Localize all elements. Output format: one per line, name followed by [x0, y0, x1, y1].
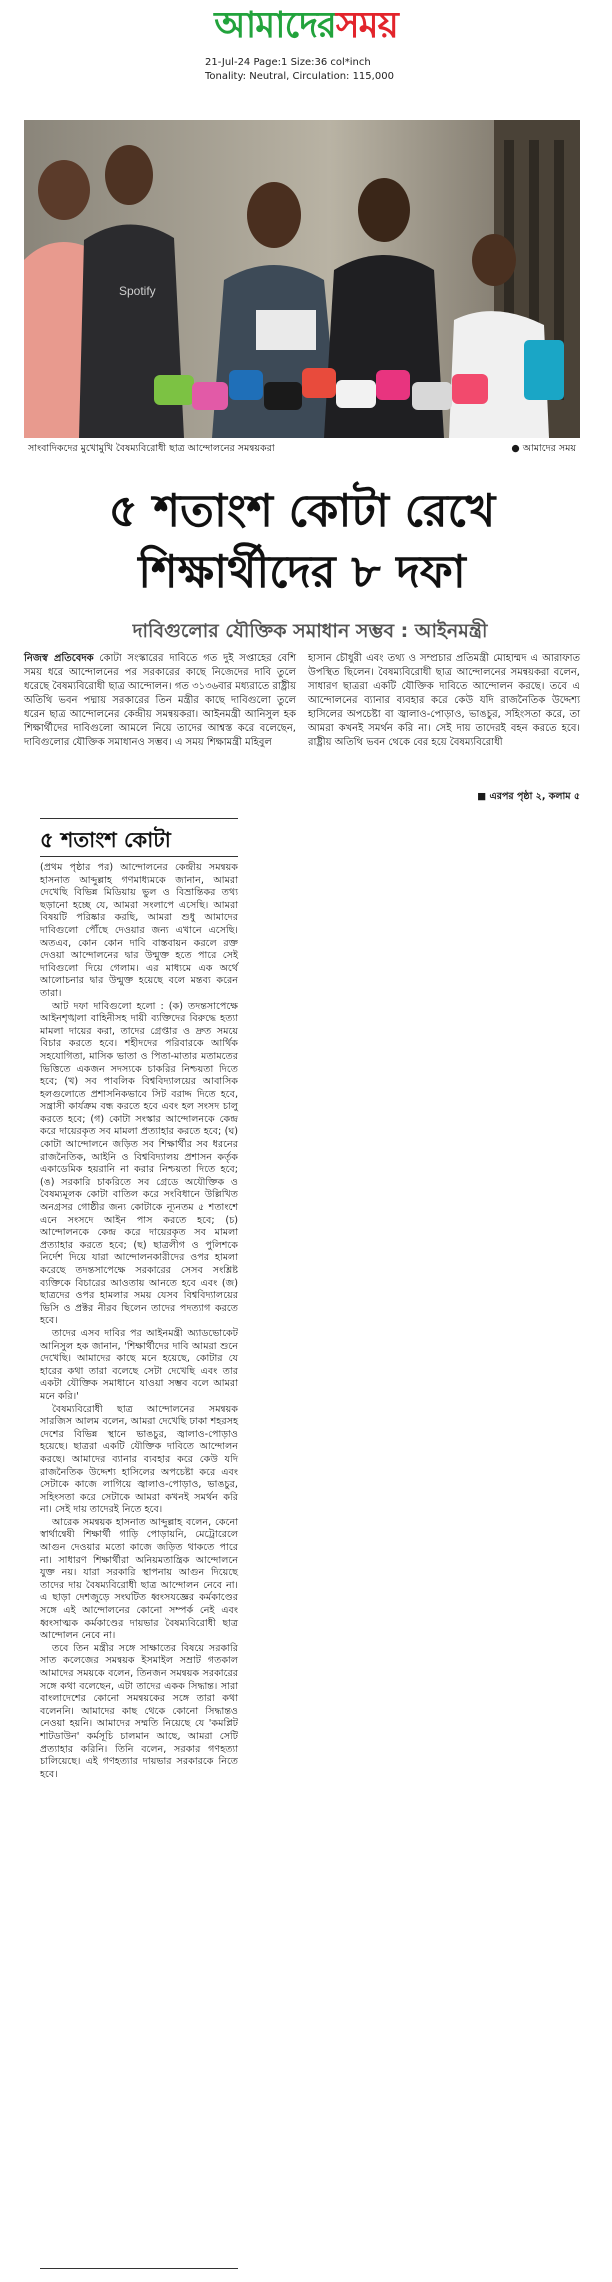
photo-caption: সাংবাদিকদের মুখোমুখি বৈষম্যবিরোধী ছাত্র আন্দোলনের সমন্বয়করা — [28, 443, 275, 454]
subheadline: দাবিগুলোর যৌক্তিক সমাধান সম্ভব : আইনমন্ত্রী — [132, 620, 488, 642]
press-photo-illustration — [24, 120, 580, 438]
photo-credit: ● আমাদের সময় — [511, 443, 576, 454]
box-bottom-rule — [40, 2268, 238, 2269]
clipping-meta-line-2: Tonality: Neutral, Circulation: 115,000 — [205, 71, 394, 82]
clipping-meta-line-1: 21-Jul-24 Page:1 Size:36 col*inch — [205, 57, 371, 68]
press-photo — [24, 120, 580, 438]
svg-text:Spotify: Spotify — [119, 284, 156, 298]
continuation-paragraph: (প্রথম পৃষ্ঠার পর) আন্দোলনের কেন্দ্রীয় সমন্বয়ক হাসনাত আব্দুল্লাহ গণমাধ্যমকে জানান, আমরা দেখেছি বিভিন্ন মিডিয়ায় ভুল ও বিভ্রান্তিকর তথ্য ছড়ানো হচ্ছে যে, আমরা সংলাপে এসেছি। আমরা বিষয়টি পরিষ্কার করছি, আমরা শুধু আমাদের দাবিগুলো পৌঁছে দেওয়ার জন্য এখানে এসেছি। অতএব, কোন কোন দাবি বাস্তবায়ন করলে রক্ত দেওয়া আন্দোলনের দ্বার উন্মুক্ত হতে পারে সেই দাবিগুলো দিয়ে গেলাম। এর মাধ্যমে এক অর্থে আলোচনার দ্বার উন্মুক্ত হয়েছে বলে মন্তব্য করেন তারা। — [40, 862, 238, 999]
byline: নিজস্ব প্রতিবেদক — [24, 653, 94, 664]
newspaper-logo — [214, 4, 398, 46]
jump-reference-text: এরপর পৃষ্ঠা ২, কলাম ৫ — [489, 791, 580, 802]
continuation-paragraph: তাদের এসব দাবির পর আইনমন্ত্রী অ্যাডভোকেট আনিসুল হক জানান, 'শিক্ষার্থীদের দাবি আমরা শুনে দেখেছি। আমাদের কাছে মনে হয়েছে, কোটার যে হারের কথা তারা বলেছে সেটা দেখেছি এবং তার একটা যৌক্তিক সমাধানে যাওয়া সম্ভব বলে আমরা মনে করি।' — [40, 1327, 238, 1402]
box-title-rule — [40, 856, 238, 857]
photo-caption-row — [24, 442, 580, 456]
continuation-title: ৫ শতাংশ কোটা — [40, 827, 171, 852]
headline-line-1: ৫ শতাংশ কোটা রেখে — [108, 484, 496, 537]
front-col1-text: কোটা সংস্কারের দাবিতে গত দুই সপ্তাহের বেশি সময় ধরে আন্দোলনের পর সরকারের কাছে নিজেদের দাবি তুলে ধরেছে বৈষম্যবিরোধী ছাত্র আন্দোলন। গত ৩১৩৬বার মধ্যরাতে রাষ্ট্রীয় অতিথি ভবন পদ্মায় সরকারের তিন মন্ত্রীর কাছে দাবিগুলো তুলে ধরেন ছাত্র আন্দোলনের কেন্দ্রীয় সমন্বয়করা। আইনমন্ত্রী আনিসুল হক শিক্ষার্থীদের দাবিগুলো আমলে নিয়ে তাদের আশ্বস্ত করে বলেছেন, দাবিগুলোর যৌক্তিক সমাধানও সম্ভব। এ সময় শিক্ষামন্ত্রী মহিবুল — [24, 653, 296, 748]
front-col2-text: হাসান চৌধুরী এবং তথ্য ও সম্প্রচার প্রতিমন্ত্রী মোহাম্মদ এ আরাফাত উপস্থিত ছিলেন। বৈষম্যবিরোধী ছাত্র আন্দোলনের সমন্বয়করা বলেন, সাধারণ ছাত্ররা একটি যৌক্তিক দাবিতে আন্দোলন করছে। তবে এ আন্দোলনের ব্যানার ব্যবহার করে কেউ যদি রাজনৈতিক উদ্দেশ্য হাসিলের অপচেষ্টা বা জ্বালাও-পোড়াও, ভাঙচুর, সহিংসতা করে, তা আমরা কখনই সমর্থন করি না। সেই দায় তাদেরই বহন করতে হবে। রাষ্ট্রীয় অতিথি ভবন থেকে বের হয়ে বৈষম্যবিরোধী — [308, 653, 580, 748]
photo-credit-text: আমাদের সময় — [522, 443, 576, 454]
continuation-paragraph: আরেক সমন্বয়ক হাসনাত আব্দুল্লাহ বলেন, কেনো স্বার্থান্বেষী শিক্ষার্থী গাড়ি পোড়ায়নি, মেট্রোরেলে আগুন দেওয়ার মতো কাজে জড়িত থাকতে পারে না। সাধারণ শিক্ষার্থীরা অনিয়মতান্ত্রিক আন্দোলনে যুক্ত নয়। যারা সরকারি স্থাপনায় আগুন দিয়েছে তাদের দায় বৈষম্যবিরোধী ছাত্র আন্দোলন নেবে না। এ ছাড়া দেশজুড়ে সংঘটিত ধ্বংসযজ্ঞের কর্মকাণ্ডের সঙ্গে এই আন্দোলনের কোনো সম্পর্ক নেই এবং ধ্বংসাত্মক কর্মকাণ্ডের দায়ভার বৈষম্যবিরোধী ছাত্র আন্দোলন নেবে না। — [40, 1516, 238, 1642]
headline-line-2: শিক্ষার্থীদের ৮ দফা — [138, 545, 466, 598]
jump-reference: ■ এরপর পৃষ্ঠা ২, কলাম ৫ — [477, 791, 580, 802]
masthead — [0, 0, 612, 48]
continuation-paragraph: তবে তিন মন্ত্রীর সঙ্গে সাক্ষাতের বিষয়ে সরকারি সাত কলেজের সমন্বয়ক ইসমাইল সম্রাট গতকাল আমাদের সময়কে বলেন, তিনজন সমন্বয়ক সরকারের সঙ্গে কথা বলেছেন, এটা তাদের একক সিদ্ধান্ত। সারা বাংলাদেশের কোনো সমন্বয়কের সঙ্গে তারা কথা বলেননি। আমাদের কাছ থেকে কোনো সিদ্ধান্তও নেওয়া হয়নি। আমাদের সম্মতি নিয়েছে যে 'কমপ্লিট শাটডাউন' কর্মসূচি চালমান আছে, আমরা সেটি প্রত্যাহার করিনি। তিনি বলেন, সরকার গণহত্যা চালিয়েছে। এই গণহত্যার দায়ভার সরকারকে নিতে হবে। — [40, 1642, 238, 1780]
logo-part-2: সময় — [335, 4, 398, 46]
front-column-1 — [24, 652, 296, 750]
continuation-paragraph: বৈষম্যবিরোধী ছাত্র আন্দোলনের সমন্বয়ক সারজিস আলম বলেন, আমরা দেখেছি ঢাকা শহরসহ দেশের বিভিন্ন স্থানে ভাঙচুর, জ্বালাও-পোড়াও হয়েছে। ছাত্ররা একটি যৌক্তিক দাবিতে আন্দোলন করছে। আমাদের ব্যানার ব্যবহার করে কেউ যদি রাজনৈতিক উদ্দেশ্য হাসিলের অপচেষ্টা করে এবং সেটাকে কাজে লাগিয়ে জ্বালাও-পোড়াও, ভাঙচুর, সহিংসতা করে সেটাকে আমরা কখনই সমর্থন করি না। সেই দায় তাদেরই নিতে হবে। — [40, 1403, 238, 1516]
continuation-body — [40, 862, 238, 1781]
box-top-rule — [40, 818, 238, 819]
continuation-paragraph: আট দফা দাবিগুলো হলো : (ক) তদন্তসাপেক্ষে আইনশৃঙ্খলা বাহিনীসহ দায়ী ব্যক্তিদের বিরুদ্ধে হত্যা মামলা দায়ের করা, তাদের গ্রেপ্তার ও দ্রুত সময়ে বিচার করতে হবে। শহীদদের পরিবারকে আর্থিক সহযোগিতা, মাসিক ভাতা ও পিতা-মাতার মতামতের ভিত্তিতে একজন সদস্যকে চাকরির নিশ্চয়তা দিতে হবে; (খ) সব পাবলিক বিশ্ববিদ্যালয়ের আবাসিক হলগুলোতে প্রশাসনিকভাবে সিট বরাদ্দ দিতে হবে, সন্ত্রাসী কার্যক্রম বন্ধ করতে হবে এবং হল সংসদ চালু করতে হবে; (গ) কোটা সংস্কার আন্দোলনকে কেন্দ্র করে দায়েরকৃত সব মামলা প্রত্যাহার করতে হবে; (ঘ) কোটা আন্দোলনে জড়িত সব শিক্ষার্থীর সব ধরনের রাজনৈতিক, আইনি ও বিশ্ববিদ্যালয় প্রশাসন কর্তৃক একাডেমিক হয়রানি না করার নিশ্চয়তা দিতে হবে; (ঙ) সরকারি চাকরিতে সব গ্রেডে অযৌক্তিক ও বৈষম্যমূলক কোটা বাতিল করে সংবিধানে উল্লিখিত অনগ্রসর গোষ্ঠীর জন্য কোটাকে ন্যূনতম ৫ শতাংশে এনে সংসদে আইন পাস করতে হবে; (চ) আন্দোলনকে কেন্দ্র করে দায়েরকৃত সব মামলা প্রত্যাহার করতে হবে; (ছ) ছাত্রলীগ ও পুলিশকে নির্দেশ দিয়ে যারা আন্দোলনকারীদের ওপর হামলা করেছে তদন্তসাপেক্ষে সরকারের সেসব সংশ্লিষ্ট ব্যক্তিকে বিচারের আওতায় আনতে হবে এবং (জ) ছাত্রদের ওপর হামলার সময় যেসব বিশ্ববিদ্যালয়ের ভিসি ও প্রক্টর নীরব ছিলেন তাদের পদত্যাগ করতে হবে। — [40, 1000, 238, 1327]
front-column-2 — [308, 652, 580, 750]
logo-part-1: আমাদের — [214, 4, 336, 46]
